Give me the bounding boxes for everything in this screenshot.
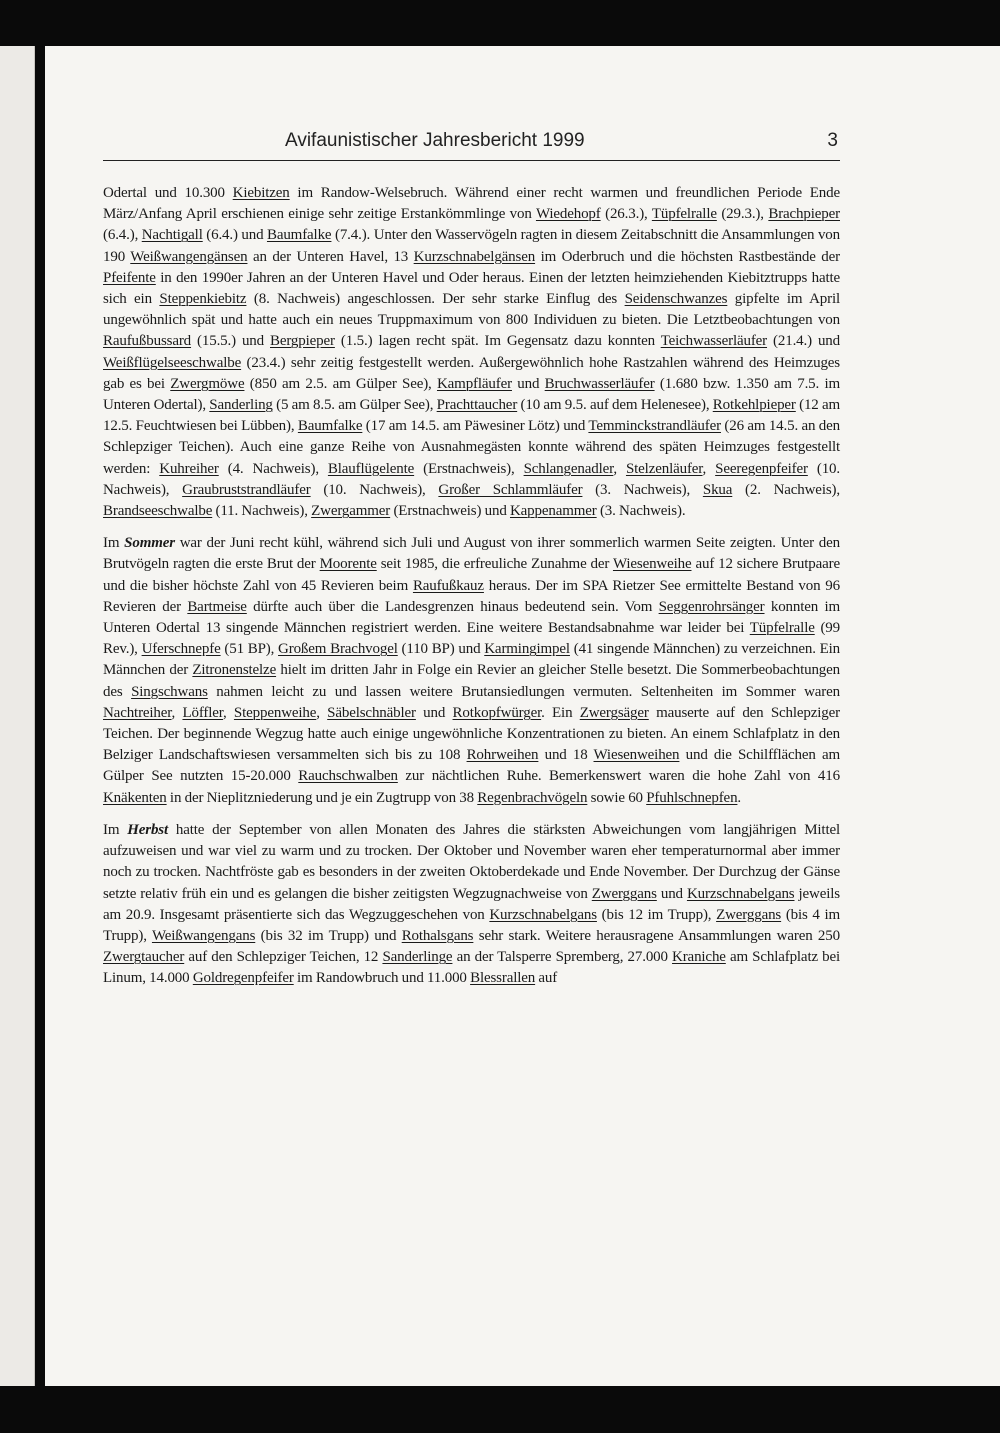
species-name: Teichwasserläufer [660, 333, 768, 350]
text-run: seit 1985, die erfreuliche Zunahme der [376, 556, 613, 573]
species-name: Graubruststrandläufer [182, 481, 311, 498]
species-name: Brachpieper [768, 206, 840, 223]
text-run: (6.4.) und [202, 227, 267, 244]
text-run: , [316, 704, 328, 721]
running-title: Avifaunistischer Jahresbericht 1999 [285, 130, 585, 151]
species-name: Kurzschnabelgans [686, 885, 795, 902]
species-name: Brandseeschwalbe [103, 503, 213, 520]
facing-page-edge [0, 46, 35, 1386]
text-run: in der Nieplitzniederung und je ein Zugtrupp von 38 [166, 789, 478, 806]
species-name: Kampfläufer [436, 375, 512, 392]
species-name: Karmingimpel [484, 641, 570, 658]
season-heading: Sommer [124, 535, 175, 552]
page-number: 3 [827, 130, 838, 151]
species-name: Wiedehopf [535, 206, 601, 223]
species-name: Singschwans [131, 683, 208, 700]
species-name: Knäkenten [103, 789, 167, 806]
text-run: (8. Nachweis) angeschlossen. Der sehr starke Einflug des [246, 291, 625, 308]
species-name: Schlangenadler [523, 460, 614, 477]
species-name: Baumfalke [266, 227, 332, 244]
text-run: hatte der September von allen Monaten des Jahres die stärksten Abweichungen vom langjährigen Mittel aufzuweisen und war viel zu warm und zu trocken. Der Oktober und November waren eher temperaturnormal aber immer noch zu trocken. Nachtfröste gab es besonders in der zweiten Oktoberdekade und Ende November. Der Durchzug der Gänse setzte relativ früh ein und es gelangen die bisher zeitigsten Wegzugnachweise von [103, 821, 840, 902]
text-run: im Randow-Welsebruch. Während einer recht warmen und freundlichen Periode Ende März/Anfang April erschienen einige sehr zeitige Erstankömmlinge von [103, 185, 840, 223]
species-name: Tüpfelralle [749, 620, 815, 637]
species-name: Kurzschnabelgänsen [413, 248, 536, 265]
species-name: Kiebitzen [232, 185, 290, 201]
text-run: , [613, 460, 626, 477]
species-name: Seeregenpfeifer [715, 460, 808, 477]
body-text [103, 183, 840, 990]
text-run: Im [103, 821, 128, 838]
species-name: Prachttaucher [436, 397, 518, 414]
text-run: (11. Nachweis), [212, 503, 312, 520]
text-run: im Randowbruch und 11.000 [293, 970, 471, 987]
text-run: (51 BP), [220, 641, 279, 658]
text-run: Odertal und 10.300 [103, 185, 233, 201]
page-header [103, 128, 840, 161]
text-run: und die Schilfflächen am Gülper See nutzten 15-20.000 [103, 747, 840, 785]
species-name: Tüpfelralle [651, 206, 717, 223]
species-name: Säbelschnäbler [327, 704, 416, 721]
text-run: an der Unteren Havel, 13 [247, 248, 414, 265]
text-run: (4. Nachweis), [218, 460, 328, 477]
species-name: Rotkopfwürger [452, 704, 542, 721]
text-run: (3. Nachweis). [596, 503, 686, 520]
species-name: Blessrallen [470, 970, 536, 987]
text-run: (23.4.) sehr zeitig festgestellt werden. Außergewöhnlich hohe Rastzahlen während des Heimzuges gab es bei [103, 354, 840, 392]
text-run: war der Juni recht kühl, während sich Juli und August von ihrer sommerlich warmen Seite zeigten. Unter den Brutvögeln ragten die erste Brut der [103, 535, 840, 573]
text-run: (bis 4 im Trupp), [103, 906, 840, 944]
text-run: im Oderbruch und die höchsten Rastbestände der [535, 248, 840, 265]
text-run: . [737, 789, 742, 806]
text-run: heraus. Der im SPA Rietzer See ermittelte Bestand von 96 Revieren der [103, 577, 841, 615]
text-run: (850 am 2.5. am Gülper See), [244, 375, 437, 392]
species-name: Zwergammer [311, 503, 391, 520]
species-name: Kraniche [672, 949, 726, 966]
text-run: dürfte auch über die Landesgrenzen hinaus bedeutend sein. Vom [246, 598, 659, 615]
text-run: (99 Rev.), [103, 620, 840, 658]
text-run: (29.3.), [716, 206, 769, 223]
text-run: (6.4.), [103, 227, 142, 244]
text-run: an der Talsperre Spremberg, 27.000 [452, 949, 673, 966]
species-name: Uferschnepfe [141, 641, 221, 658]
text-run: nahmen leicht zu und lassen weitere Brutansiedlungen vermuten. Seltenheiten im Sommer waren [207, 683, 840, 700]
text-run: (7.4.). Unter den Wasservögeln ragten in diesem Zeitabschnitt die Ansammlungen von 190 [103, 227, 840, 265]
text-run: und [511, 375, 545, 392]
species-name: Baumfalke [297, 418, 363, 435]
text-run: (1.5.) lagen recht spät. Im Gegensatz dazu konnten [334, 333, 661, 350]
text-run: (10. Nachweis), [103, 460, 840, 498]
species-name: Weißwangengans [151, 927, 256, 944]
text-run: (15.5.) und [191, 333, 270, 350]
text-run: (Erstnachweis) und [390, 503, 510, 520]
species-name: Nachtigall [141, 227, 203, 244]
season-heading: Herbst [127, 821, 169, 838]
text-run: auf [535, 970, 558, 987]
species-name: Pfuhlschnepfen [646, 789, 738, 806]
paragraph-summer [103, 533, 840, 809]
species-name: Weißflügelseeschwalbe [103, 354, 242, 371]
species-name: Seidenschwanzes [624, 291, 728, 308]
species-name: Kappenammer [509, 503, 597, 520]
species-name: Raufußkauz [412, 577, 484, 594]
species-name: Rohrweihen [466, 747, 539, 764]
text-run: auf den Schlepziger Teichen, 12 [184, 949, 383, 966]
text-run: auf 12 sichere Brutpaare und die bisher höchste Zahl von 45 Revieren beim [103, 556, 840, 594]
text-run: hielt im dritten Jahr in Folge ein Revier an gleicher Stelle besetzt. Die Sommerbeobachtungen des [103, 662, 840, 700]
text-run: . Ein [541, 704, 580, 721]
species-name: Nachtreiher [103, 704, 172, 721]
species-name: Bruchwasserläufer [544, 375, 655, 392]
text-run: in den 1990er Jahren an der Unteren Havel und Oder heraus. Einen der letzten heimziehenden Kiebitztrupps hatte sich ein [103, 269, 840, 308]
species-name: Raufußbussard [103, 333, 192, 350]
species-name: Großer Schlammläufer [438, 481, 583, 498]
text-run: , [171, 704, 183, 721]
text-run: und [415, 704, 453, 721]
text-run: (21.4.) und [767, 333, 840, 350]
species-name: Bartmeise [187, 598, 247, 615]
text-run: (26.3.), [600, 206, 652, 223]
text-run: , [223, 704, 234, 721]
text-run: (10. Nachweis), [310, 481, 439, 498]
species-name: Sanderling [209, 397, 273, 414]
paragraph-spring [103, 183, 840, 522]
species-name: Temminckstrandläufer [588, 418, 721, 435]
species-name: Bergpieper [270, 333, 335, 350]
species-name: Blauflügelente [327, 460, 415, 477]
species-name: Rauchschwalben [298, 768, 398, 785]
species-name: Kurzschnabelgans [489, 906, 597, 923]
text-run: Im [103, 535, 125, 552]
species-name: Rothalsgans [401, 927, 474, 944]
text-run: jeweils am 20.9. Insgesamt präsentierte sich das Wegzuggeschehen von [103, 885, 840, 923]
text-run: gipfelte im April ungewöhnlich spät und hatte auch ein neues Truppmaximum von 800 Individuen zu bieten. Die Letztbeobachtungen von [103, 291, 840, 329]
species-name: Rotkehlpieper [712, 397, 796, 414]
species-name: Steppenkiebitz [159, 291, 247, 308]
text-run: (2. Nachweis), [732, 481, 840, 498]
text-run: am Schlafplatz bei Linum, 14.000 [103, 949, 840, 987]
species-name: Wiesenweihe [612, 556, 692, 573]
species-name: Zwergsäger [579, 704, 649, 721]
species-name: Moorente [319, 556, 377, 573]
text-run: konnten im Unteren Odertal 13 singende Männchen registriert werden. Eine weitere Bestandsabnahme war leider bei [103, 598, 840, 637]
species-name: Zitronenstelze [192, 662, 277, 679]
species-name: Weißwangengänsen [130, 248, 248, 265]
text-run: (17 am 14.5. am Päwesiner Lötz) und [362, 418, 589, 435]
text-run: (3. Nachweis), [582, 481, 703, 498]
species-name: Wiesenweihen [593, 747, 680, 764]
text-run: (10 am 9.5. auf dem Helenesee), [517, 397, 713, 414]
species-name: Sanderlinge [382, 949, 453, 966]
text-run: (26 am 14.5. an den Schlepziger Teichen). Auch eine ganze Reihe von Ausnahmegästen konnte während des späten Heimzuges festgestellt werden: [103, 418, 840, 477]
text-run: und [656, 885, 687, 902]
text-run: , [702, 460, 716, 477]
text-run: mauserte auf den Schlepziger Teichen. Der beginnende Wegzug hatte auch einige ungewöhnliche Konzentrationen zu bieten. An einem Schlafplatz in den Belziger Landschaftswiesen versammelten sich bis zu 108 [103, 704, 840, 764]
text-run: (5 am 8.5. am Gülper See), [272, 397, 437, 414]
species-name: Kuhreiher [159, 460, 219, 477]
species-name: Löffler [182, 704, 224, 721]
species-name: Steppenweihe [233, 704, 317, 721]
paragraph-autumn [103, 820, 840, 990]
species-name: Goldregenpfeifer [192, 970, 294, 987]
text-run: (1.680 bzw. 1.350 am 7.5. im Unteren Odertal), [103, 375, 840, 414]
text-run: (bis 32 im Trupp) und [255, 927, 402, 944]
text-run: (41 singende Männchen) zu verzeichnen. Ein Männchen der [103, 641, 841, 679]
species-name: Großem Brachvogel [278, 641, 398, 658]
text-run: (110 BP) und [397, 641, 485, 658]
text-run: (Erstnachweis), [414, 460, 524, 477]
species-name: Stelzenläufer [625, 460, 703, 477]
text-run: sehr stark. Weitere herausragene Ansammlungen waren 250 [473, 927, 840, 944]
species-name: Zwerggans [716, 906, 782, 923]
text-run: und 18 [538, 747, 594, 764]
species-name: Seggenrohrsänger [658, 598, 765, 615]
species-name: Zwerggans [591, 885, 657, 902]
species-name: Skua [702, 481, 733, 498]
species-name: Pfeifente [103, 269, 156, 286]
text-run: (bis 12 im Trupp), [596, 906, 717, 923]
species-name: Zwergtaucher [103, 949, 185, 966]
species-name: Regenbrachvögeln [477, 789, 588, 806]
species-name: Zwergmöwe [170, 375, 245, 392]
text-run: zur nächtlichen Ruhe. Bemerkenswert waren die hohe Zahl von 416 [397, 768, 840, 785]
text-run: sowie 60 [587, 789, 647, 806]
text-run: (12 am 12.5. Feuchtwiesen bei Lübben), [103, 397, 841, 435]
